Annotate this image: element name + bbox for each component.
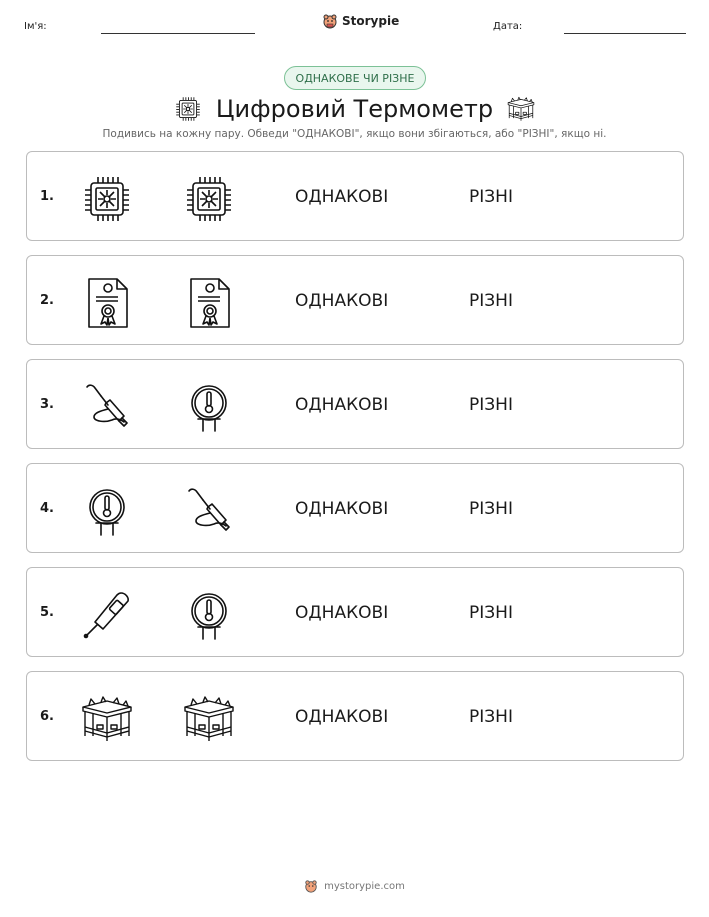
question-row-3 bbox=[26, 359, 684, 449]
digital-thermometer-icon bbox=[79, 587, 135, 643]
row-number: 5. bbox=[40, 605, 54, 620]
different-option[interactable]: РІЗНІ bbox=[469, 499, 513, 519]
same-option[interactable]: ОДНАКОВІ bbox=[295, 603, 389, 623]
row-number: 4. bbox=[40, 501, 54, 516]
name-label: Ім'я: bbox=[24, 21, 47, 32]
worksheet-type-badge: ОДНАКОВЕ ЧИ РІЗНЕ bbox=[284, 66, 426, 90]
cpu-chip-icon bbox=[173, 94, 203, 124]
storypie-mascot-icon bbox=[304, 879, 318, 893]
storypie-logo bbox=[322, 13, 399, 29]
cpu-chip-icon bbox=[79, 171, 135, 227]
temperature-sensor-icon bbox=[79, 483, 135, 539]
footer-site[interactable]: mystorypie.com bbox=[324, 880, 405, 892]
storypie-mascot-icon bbox=[322, 13, 338, 29]
instructions: Подивись на кожну пару. Обведи "ОДНАКОВІ", якщо вони збігаються, або "РІЗНІ", якщо ні. bbox=[102, 128, 607, 140]
same-option[interactable]: ОДНАКОВІ bbox=[295, 395, 389, 415]
different-option[interactable]: РІЗНІ bbox=[469, 707, 513, 727]
row-number: 1. bbox=[40, 189, 54, 204]
question-row-4 bbox=[26, 463, 684, 553]
temperature-sensor-icon bbox=[181, 587, 237, 643]
temperature-sensor-icon bbox=[181, 379, 237, 435]
brand-name: Storypie bbox=[342, 14, 400, 28]
different-option[interactable]: РІЗНІ bbox=[469, 291, 513, 311]
same-option[interactable]: ОДНАКОВІ bbox=[295, 291, 389, 311]
page-title: Цифровий Термометр bbox=[215, 95, 494, 123]
row-number: 2. bbox=[40, 293, 54, 308]
certificate-icon bbox=[79, 275, 135, 331]
workbench-icon bbox=[79, 691, 135, 747]
row-number: 3. bbox=[40, 397, 54, 412]
different-option[interactable]: РІЗНІ bbox=[469, 187, 513, 207]
question-row-2 bbox=[26, 255, 684, 345]
date-label: Дата: bbox=[493, 21, 523, 32]
soldering-iron-icon bbox=[181, 483, 237, 539]
workbench-icon bbox=[504, 94, 538, 124]
workbench-icon bbox=[181, 691, 237, 747]
same-option[interactable]: ОДНАКОВІ bbox=[295, 499, 389, 519]
different-option[interactable]: РІЗНІ bbox=[469, 395, 513, 415]
soldering-iron-icon bbox=[79, 379, 135, 435]
question-row-6 bbox=[26, 671, 684, 761]
certificate-icon bbox=[181, 275, 237, 331]
same-option[interactable]: ОДНАКОВІ bbox=[295, 707, 389, 727]
question-row-5 bbox=[26, 567, 684, 657]
cpu-chip-icon bbox=[181, 171, 237, 227]
different-option[interactable]: РІЗНІ bbox=[469, 603, 513, 623]
same-option[interactable]: ОДНАКОВІ bbox=[295, 187, 389, 207]
name-line[interactable] bbox=[101, 33, 255, 34]
row-number: 6. bbox=[40, 709, 54, 724]
footer bbox=[0, 879, 709, 893]
date-line[interactable] bbox=[564, 33, 686, 34]
question-row-1 bbox=[26, 151, 684, 241]
title-row bbox=[0, 92, 709, 126]
